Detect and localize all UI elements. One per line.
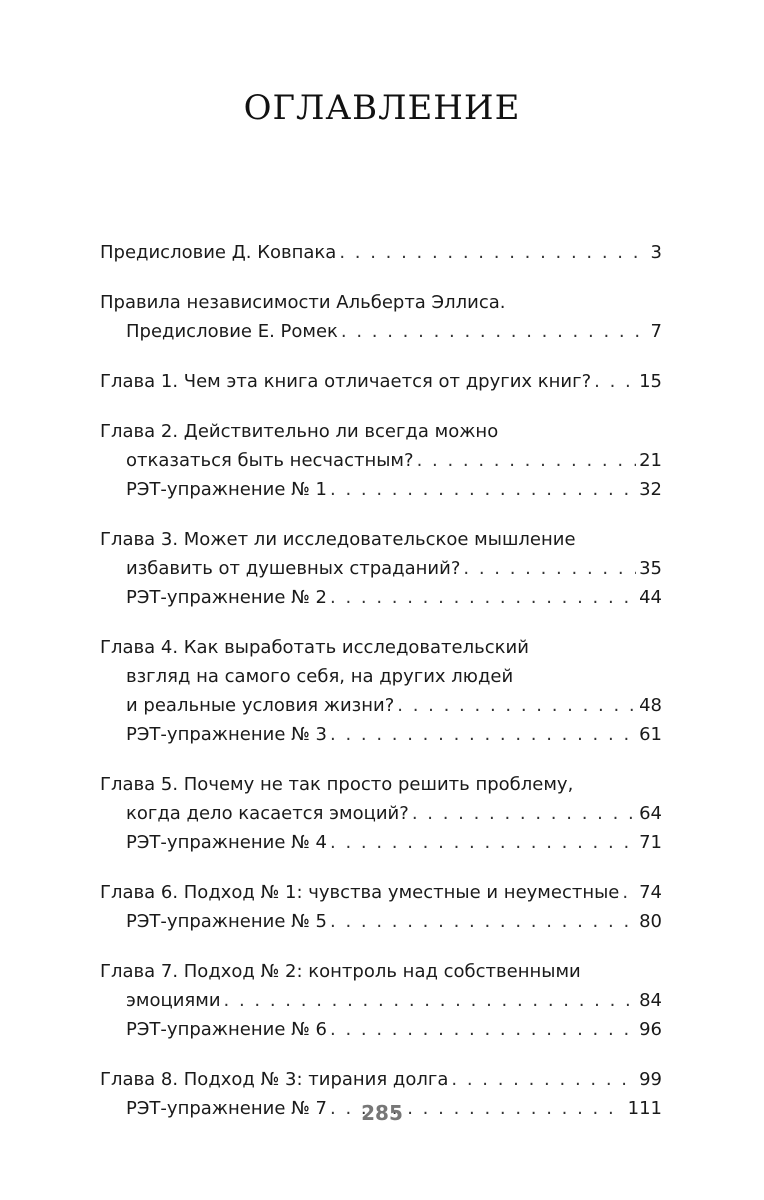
toc-exercise-line — [100, 583, 662, 612]
toc-entry-title-continued: и реальные условия жизни? — [126, 695, 395, 716]
toc-exercise-title: РЭТ-упражнение № 2 — [126, 587, 328, 608]
toc-entry-title: Глава 8. Подход № 3: тирания долга — [100, 1069, 449, 1090]
dot-leader — [339, 238, 647, 267]
toc-exercise-title: РЭТ-упражнение № 4 — [126, 832, 328, 853]
dot-leader — [341, 317, 648, 346]
toc-exercise-line — [100, 907, 662, 936]
toc-entry-title-continued: Предисловие Е. Ромек — [126, 321, 338, 342]
toc-entry-title-continued: избавить от душевных страданий? — [126, 558, 461, 579]
toc-entry-title-continued: отказаться быть несчастным? — [126, 450, 414, 471]
toc-page-number: 71 — [639, 832, 662, 853]
toc-entry — [100, 633, 662, 749]
toc-entry — [100, 417, 662, 504]
toc-entry-title: Глава 7. Подход № 2: контроль над собственными — [100, 961, 581, 982]
toc-page-number: 32 — [639, 479, 662, 500]
toc-exercise-line — [100, 720, 662, 749]
toc-entry-title-continued: взгляд на самого себя, на других людей — [126, 666, 514, 687]
toc-page-number: 84 — [639, 990, 662, 1011]
toc-page-number: 35 — [639, 558, 662, 579]
toc-entry — [100, 238, 662, 267]
toc-entry-title: Предисловие Д. Ковпака — [100, 242, 337, 263]
toc-entry-title: Глава 3. Может ли исследовательское мышление — [100, 529, 576, 550]
toc-entry-title: Глава 1. Чем эта книга отличается от других книг? — [100, 371, 592, 392]
toc-page-number: 80 — [639, 911, 662, 932]
dot-leader — [330, 720, 636, 749]
toc-exercise-title: РЭТ-упражнение № 5 — [126, 911, 328, 932]
dot-leader — [330, 583, 636, 612]
dot-leader — [224, 986, 637, 1015]
dot-leader — [417, 446, 637, 475]
toc-entry-title-continued: эмоциями — [126, 990, 221, 1011]
toc-page-number: 74 — [639, 882, 662, 903]
dot-leader — [594, 367, 636, 396]
dot-leader — [622, 878, 636, 907]
toc-entry-title: Глава 5. Почему не так просто решить проблему, — [100, 774, 574, 795]
toc-page-number: 21 — [639, 450, 662, 471]
dot-leader — [330, 475, 636, 504]
toc-page-number: 44 — [639, 587, 662, 608]
toc-line — [100, 554, 662, 583]
toc-line — [100, 238, 662, 267]
toc-entry — [100, 288, 662, 346]
toc-entry — [100, 770, 662, 857]
toc-entry — [100, 525, 662, 612]
dot-leader — [330, 828, 636, 857]
toc-exercise-title: РЭТ-упражнение № 7 — [126, 1098, 328, 1119]
toc-line — [100, 367, 662, 396]
toc-page-number: 96 — [639, 1019, 662, 1040]
dot-leader — [412, 799, 636, 828]
dot-leader — [330, 907, 636, 936]
toc-page-number: 111 — [627, 1098, 662, 1119]
page-title: ОГЛАВЛЕНИЕ — [243, 88, 521, 128]
toc-page-number: 64 — [639, 803, 662, 824]
toc-page-number: 3 — [650, 242, 662, 263]
toc-line — [100, 1065, 662, 1094]
toc-entry-title-continued: когда дело касается эмоций? — [126, 803, 409, 824]
toc-exercise-title: РЭТ-упражнение № 6 — [126, 1019, 328, 1040]
toc-entry-title: Глава 4. Как выработать исследовательский — [100, 637, 529, 658]
toc-page-number: 7 — [650, 321, 662, 342]
toc-line — [100, 691, 662, 720]
toc-entry — [100, 957, 662, 1044]
toc-entry-title: Глава 6. Подход № 1: чувства уместные и неуместные — [100, 882, 620, 903]
dot-leader — [397, 691, 636, 720]
toc-page-number: 99 — [639, 1069, 662, 1090]
dot-leader — [330, 1015, 636, 1044]
toc-exercise-line — [100, 475, 662, 504]
toc-page-number: 61 — [639, 724, 662, 745]
toc-line — [100, 317, 662, 346]
toc-line — [100, 446, 662, 475]
toc-exercise-line — [100, 828, 662, 857]
toc-entry — [100, 367, 662, 396]
toc-entry — [100, 878, 662, 936]
page-number: 285 — [361, 1101, 403, 1125]
table-of-contents — [100, 238, 662, 1123]
toc-exercise-line — [100, 1015, 662, 1044]
toc-line — [100, 986, 662, 1015]
dot-leader — [463, 554, 636, 583]
toc-exercise-title: РЭТ-упражнение № 1 — [126, 479, 328, 500]
toc-page-number: 48 — [639, 695, 662, 716]
toc-entry-title: Правила независимости Альберта Эллиса. — [100, 292, 506, 313]
toc-line — [100, 799, 662, 828]
toc-line — [100, 878, 662, 907]
toc-exercise-title: РЭТ-упражнение № 3 — [126, 724, 328, 745]
toc-page-number: 15 — [639, 371, 662, 392]
dot-leader — [451, 1065, 636, 1094]
toc-entry-title: Глава 2. Действительно ли всегда можно — [100, 421, 499, 442]
